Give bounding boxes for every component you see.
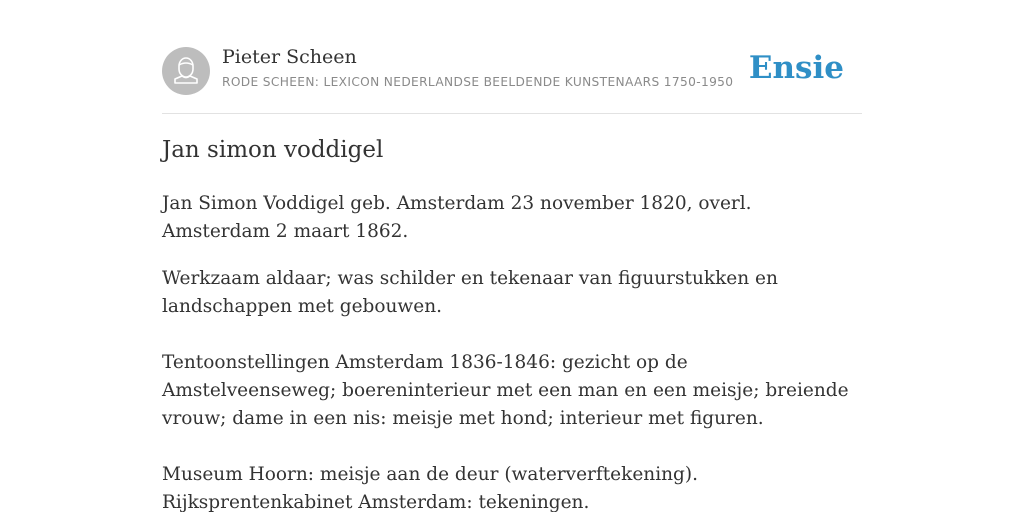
article-paragraph: Jan Simon Voddigel geb. Amsterdam 23 november 1820, overl. Amsterdam 2 maart 1862.	[162, 193, 752, 242]
article-header	[162, 46, 862, 96]
header-divider	[162, 113, 862, 114]
ensie-logo[interactable]: Ensie	[748, 50, 844, 86]
user-icon	[162, 47, 210, 95]
source-title[interactable]: RODE SCHEEN: LEXICON NEDERLANDSE BEELDENDE KUNSTENAARS 1750-1950	[222, 75, 734, 89]
article-title: Jan simon voddigel	[162, 137, 384, 163]
article-paragraph: Werkzaam aldaar; was schilder en tekenaar van figuurstukken en landschappen met gebouwen.	[162, 268, 778, 317]
author-avatar[interactable]	[162, 47, 210, 95]
article-paragraph: Tentoonstellingen Amsterdam 1836-1846: gezicht op de Amstelveenseweg; boereninterieur met een man en een meisje; breiende vrouw; dame in een nis: meisje met hond; interieur met figuren.	[162, 352, 849, 429]
article-paragraph: Museum Hoorn: meisje aan de deur (waterverftekening). Rijksprentenkabinet Amsterdam: tekeningen.	[162, 464, 698, 512]
author-name[interactable]: Pieter Scheen	[222, 46, 357, 68]
